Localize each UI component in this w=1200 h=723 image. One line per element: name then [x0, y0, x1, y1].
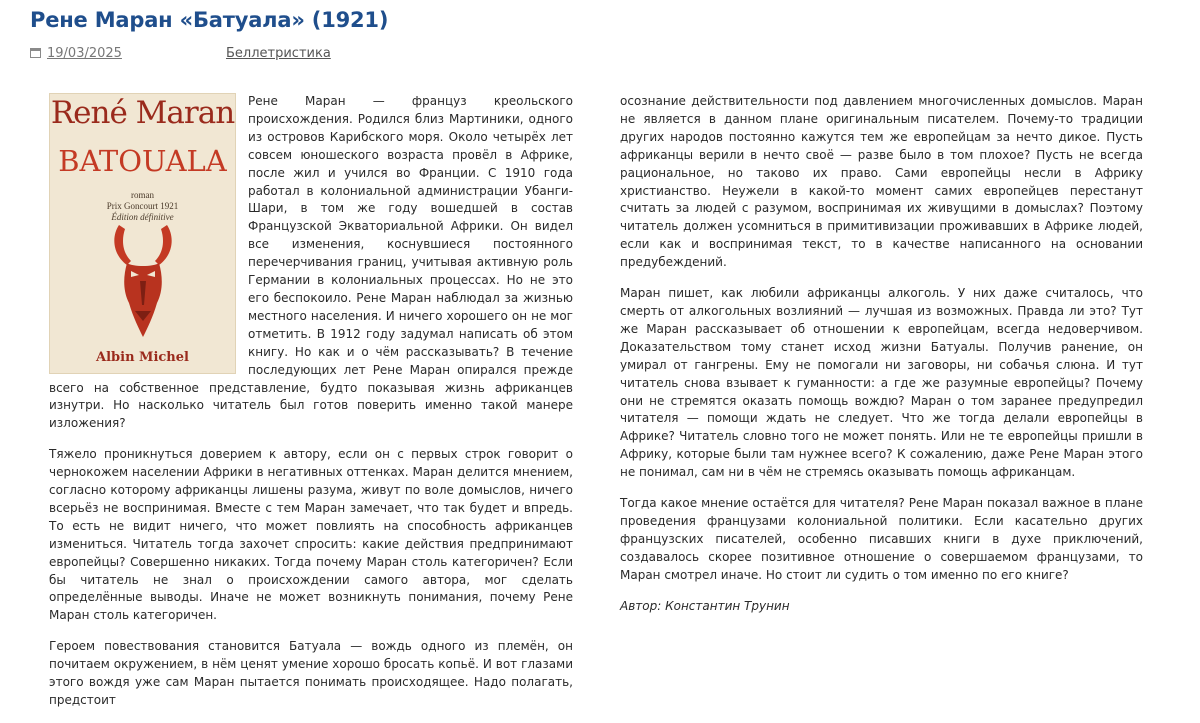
cover-subtitle-roman: roman: [131, 190, 154, 200]
calendar-icon: [30, 48, 41, 58]
cover-author: René Maran: [50, 95, 235, 131]
paragraph-2: Тяжело проникнуться доверием к автору, если он с первых строк говорит о чернокожем населении Африки в негативных оттенках. Маран делится мнением, согласно которому африканцы лишены разума, живут по воле домыслов, ничего всерьёз не воспринимая. Вместе с тем Маран замечает, что так будет и впредь. То есть не видит ничего, что может повлиять на способность африканцев измениться. Читатель тогда захочет спросить: какие действия предпринимают европейцы? Совершенно никаких. Тогда почему Маран столь категоричен? Если бы читатель не знал о происхождении самого автора, мог сделать определённые выводы. Иначе не может возникнуть понимания, почему Рене Маран столь категоричен.: [49, 447, 573, 623]
paragraph-4: осознание действительности под давлением многочисленных домыслов. Маран не является в данном плане оригинальным писателем. Почему-то традиции других народов постоянно кажутся тем же европейцам за нечто дикое. Пусть африканцы верили в нечто своё — разве было в том плохое? Пусть не всегда рациональное, но таково их право. Сами европейцы несли в Африку христианство. Неужели в какой-то момент самих европейцев перестанут считать за людей с разумом, воспринимая их живущими в домыслах? Поэтому читатель должен усомниться в примитивизации проживавших в Африке людей, если как и воспринимая текст, то в качестве написанного на основании предубеждений.: [620, 94, 1143, 270]
book-cover-image: [49, 93, 236, 374]
paragraph-5: Маран пишет, как любили африканцы алкоголь. У них даже считалось, что смерть от алкогольных возлияний — лучшая из возможных. Правда ли это? Тут же Маран рассказывает об отношении к европейцам, всегда недоверчивом. Доказательством тому станет исход жизни Батуалы. Получив ранение, он умирал от гангрены. Ему не помогали ни заговоры, ни собачья слюна. И тут читатель снова взывает к гуманности: а где же разумные европейцы? Почему они не стремятся оказать помощь вождю? Маран о том заранее предупредил читателя — помощи ждать не следует. Что же тогда делали европейцы в Африке? Читатель словно того не может понять. Или не те европейцы пришли в Африку, которые были там нужнее всего? К сожалению, даже Рене Маран этого не понимал, сам ни в чём не стремясь оказывать помощь африканцам.: [620, 286, 1143, 480]
paragraph-6: Тогда какое мнение остаётся для читателя? Рене Маран показал важное в плане проведения французами колониальной политики. Если касательно других французских писателей, особенно писавших книги в духе приключений, создавалось скорее позитивное отношение о совершаемом французами, то Маран смотрел иначе. Но стоит ли судить о том именно по его книге?: [620, 496, 1143, 582]
paragraph-1: Рене Маран — француз креольского происхождения. Родился близ Мартиники, одного из островов Карибского моря. Около четырёх лет совсем юношеского возраста провёл в Африке, после жил и учился во Франции. С 1910 года работал в колониальной администрации Убанги-Шари, в том же году вошедшей в состав Французской Экваториальной Африки. Он видел все изменения, коснувшиеся постоянного перечерчивания границ, учитывая активную роль Германии в колониальных процессах. Но не это его беспокоило. Рене Маран наблюдал за жизнью местного населения. И ничего хорошего он не мог отметить. В 1912 году задумал написать об этом книгу. Но как и о чём рассказывать? В течение последующих лет Рене Маран опирался прежде всего на собственное представление, будто показывая жизнь африканцев изнутри. Но насколько читатель был готов поверить именно такой манере изложения?: [49, 94, 573, 431]
category-link[interactable]: Беллетристика: [226, 46, 331, 61]
cover-subtitle-edition: Édition définitive: [111, 212, 174, 222]
paragraph-3: Героем повествования становится Батуала — вождь одного из племён, он почитаем окружением, в нём ценят умение хорошо бросать копьё. И вот глазами этого вождя уже сам Маран пытается понимать происходящее. Надо полагать, предстоит: [49, 639, 573, 707]
article-author: Автор: Константин Трунин: [620, 598, 790, 613]
article-column-left: [49, 93, 573, 723]
african-mask-illustration: [109, 221, 177, 341]
cover-title: BATOUALA: [58, 144, 227, 178]
post-meta: [30, 46, 331, 61]
article-column-right: [620, 93, 1143, 628]
cover-publisher: Albin Michel: [96, 350, 189, 365]
page-title: Рене Маран «Батуала» (1921): [30, 8, 389, 32]
cover-subtitle-prize: Prix Goncourt 1921: [106, 201, 179, 211]
post-date-link[interactable]: 19/03/2025: [47, 46, 122, 61]
